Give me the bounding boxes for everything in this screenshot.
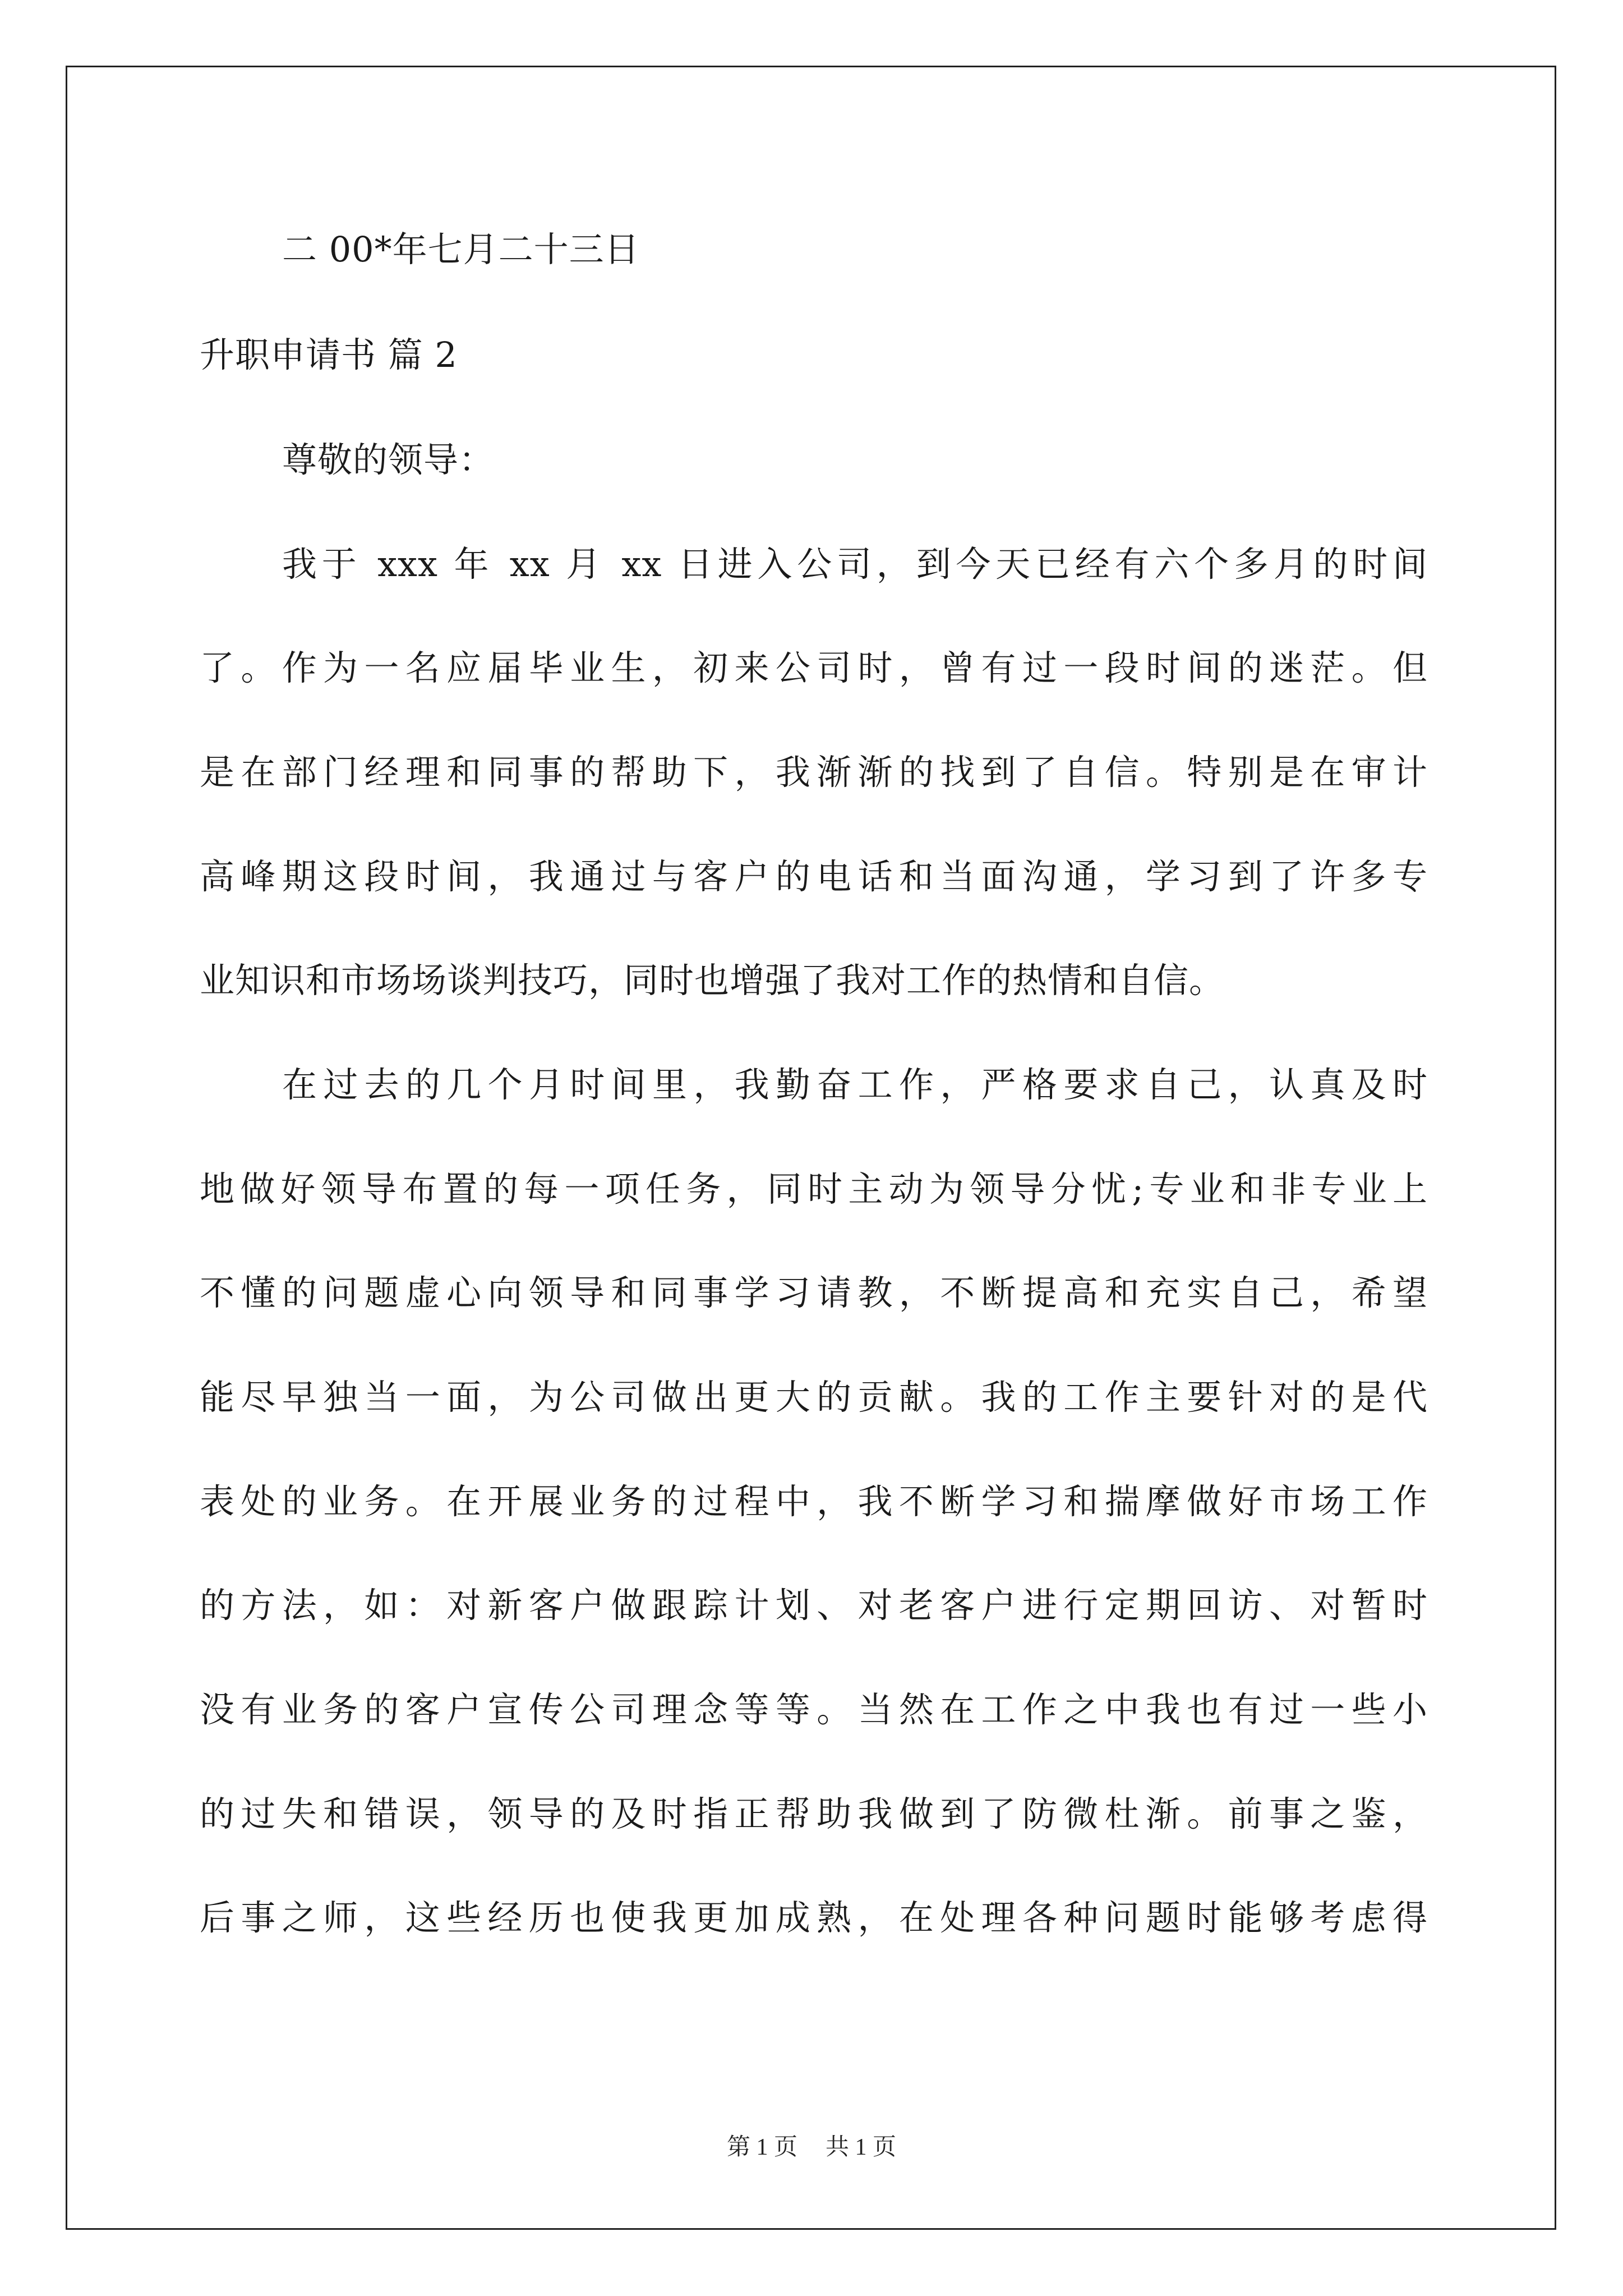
paragraph-line: 不懂的问题虚心向领导和同事学习请教，不断提高和充实自己，希望: [200, 1272, 1428, 1313]
paragraph-line: 高峰期这段时间，我通过与客户的电话和当面沟通，学习到了许多专: [200, 856, 1428, 897]
paragraph-line: 我于 xxx 年 xx 月 xx 日进入公司，到今天已经有六个多月的时间: [282, 544, 1428, 585]
section-title: 升职申请书 篇 2: [200, 334, 458, 375]
paragraph-line: 没有业务的客户宣传公司理念等等。当然在工作之中我也有过一些小: [200, 1689, 1428, 1730]
paragraph-line: 了。作为一名应届毕业生，初来公司时，曾有过一段时间的迷茫。但: [200, 647, 1428, 688]
page-number-total: 共 1 页: [826, 2134, 897, 2160]
paragraph-line: 地做好领导布置的每一项任务，同时主动为领导分忧;专业和非专业上: [200, 1168, 1428, 1209]
paragraph-line: 在过去的几个月时间里，我勤奋工作，严格要求自己，认真及时: [282, 1064, 1428, 1105]
paragraph-line: 表处的业务。在开展业务的过程中，我不断学习和揣摩做好市场工作: [200, 1481, 1428, 1522]
paragraph-line: 是在部门经理和同事的帮助下，我渐渐的找到了自信。特别是在审计: [200, 752, 1428, 793]
page-footer: [0, 2132, 1623, 2163]
salutation: 尊敬的领导：: [282, 439, 495, 480]
paragraph-line: 后事之师，这些经历也使我更加成熟，在处理各种问题时能够考虑得: [200, 1897, 1428, 1938]
date-line: 二 00*年七月二十三日: [282, 229, 640, 270]
paragraph-line: 的过失和错误，领导的及时指正帮助我做到了防微杜渐。前事之鉴，: [200, 1793, 1428, 1834]
paragraph-line: 的方法，如：对新客户做跟踪计划、对老客户进行定期回访、对暂时: [200, 1585, 1428, 1626]
paragraph-line: 能尽早独当一面，为公司做出更大的贡献。我的工作主要针对的是代: [200, 1377, 1428, 1418]
page-number-current: 第 1 页: [726, 2134, 797, 2160]
paragraph-line: 业知识和市场场谈判技巧，同时也增强了我对工作的热情和自信。: [200, 960, 1225, 1001]
